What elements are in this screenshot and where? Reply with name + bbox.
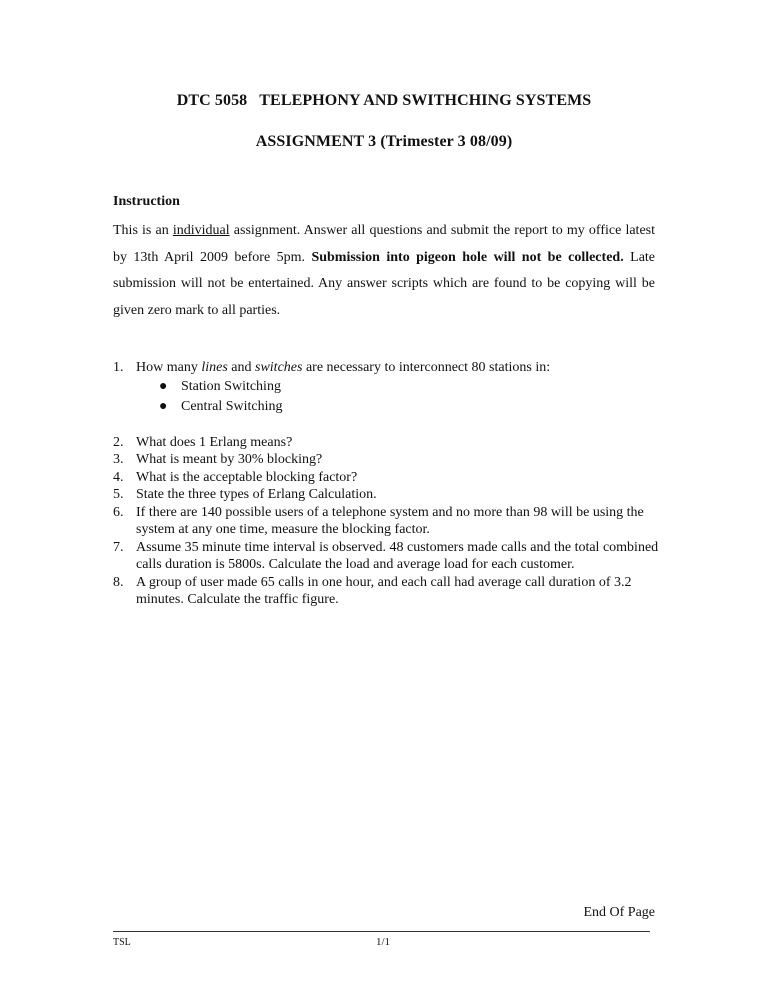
question-text: Assume 35 minute time interval is observed. 48 customers made calls and the total combined calls duration is 5800s. Calculate the load and average load for each customer. xyxy=(136,539,659,572)
instruction-text-3: Late submission will not be entertained. Any answer scripts which are found to be copying will be given zero mark to all parties. xyxy=(113,249,656,318)
question-number: 5. xyxy=(113,487,124,502)
sub-item xyxy=(136,397,673,417)
course-name: TELEPHONY AND SWITHCHING SYSTEMS xyxy=(259,92,592,109)
question-list xyxy=(113,359,673,609)
instruction-bold: Submission into pigeon hole will not be collected. xyxy=(311,249,624,265)
question-4 xyxy=(113,469,673,487)
question-number: 1. xyxy=(113,360,124,375)
footer-divider xyxy=(113,931,650,932)
question-text: A group of user made 65 calls in one hour, and each call had average call duration of 3.2 minutes. Calculate the traffic figure. xyxy=(136,574,632,607)
assignment-title: ASSIGNMENT 3 (Trimester 3 08/09) xyxy=(255,133,513,150)
page-number: 1/1 xyxy=(376,936,391,948)
question-text: How many xyxy=(136,360,202,375)
question-8 xyxy=(113,574,673,609)
question-number: 6. xyxy=(113,504,124,520)
bullet-icon: ● xyxy=(159,398,168,414)
question-number: 2. xyxy=(113,434,124,450)
question-number: 8. xyxy=(113,574,124,590)
question-text: and xyxy=(227,360,255,375)
question-italic-switches: switches xyxy=(255,360,303,375)
instruction-underlined: individual xyxy=(172,223,230,238)
question-text: If there are 140 possible users of a telephone system and no more than 98 will be using the system at any one time, measure the blocking factor. xyxy=(136,504,644,537)
question-6 xyxy=(113,504,673,539)
instruction-paragraph xyxy=(113,218,655,324)
question-7 xyxy=(113,539,673,574)
question-text: What does 1 Erlang means? xyxy=(136,434,293,450)
sub-item xyxy=(136,377,673,397)
question-number: 4. xyxy=(113,469,124,485)
question-1 xyxy=(113,359,673,434)
sub-item-text: Central Switching xyxy=(181,398,283,414)
question-number: 7. xyxy=(113,539,124,555)
question-italic-lines: lines xyxy=(201,360,228,375)
end-of-page-label: End Of Page xyxy=(583,905,655,920)
sub-list xyxy=(136,377,673,417)
instruction-heading: Instruction xyxy=(113,194,180,209)
bullet-icon: ● xyxy=(159,378,168,394)
question-text: What is the acceptable blocking factor? xyxy=(136,469,358,485)
footer-author: TSL xyxy=(113,937,131,948)
question-5 xyxy=(113,486,673,504)
course-title xyxy=(0,92,768,110)
question-3 xyxy=(113,451,673,469)
instruction-text-2: assignment. Answer all questions and submit the report to my office latest by 13th April 2009 before 5pm. xyxy=(113,223,655,265)
instruction-text-1: This is an xyxy=(113,223,173,238)
course-code: DTC 5058 xyxy=(176,92,248,109)
spacer xyxy=(136,417,673,434)
question-text: State the three types of Erlang Calculation. xyxy=(136,487,377,502)
question-text: What is meant by 30% blocking? xyxy=(136,452,323,467)
question-number: 3. xyxy=(113,452,124,467)
sub-item-text: Station Switching xyxy=(181,378,281,394)
question-text: are necessary to interconnect 80 stations in: xyxy=(302,360,551,375)
question-2 xyxy=(113,434,673,452)
